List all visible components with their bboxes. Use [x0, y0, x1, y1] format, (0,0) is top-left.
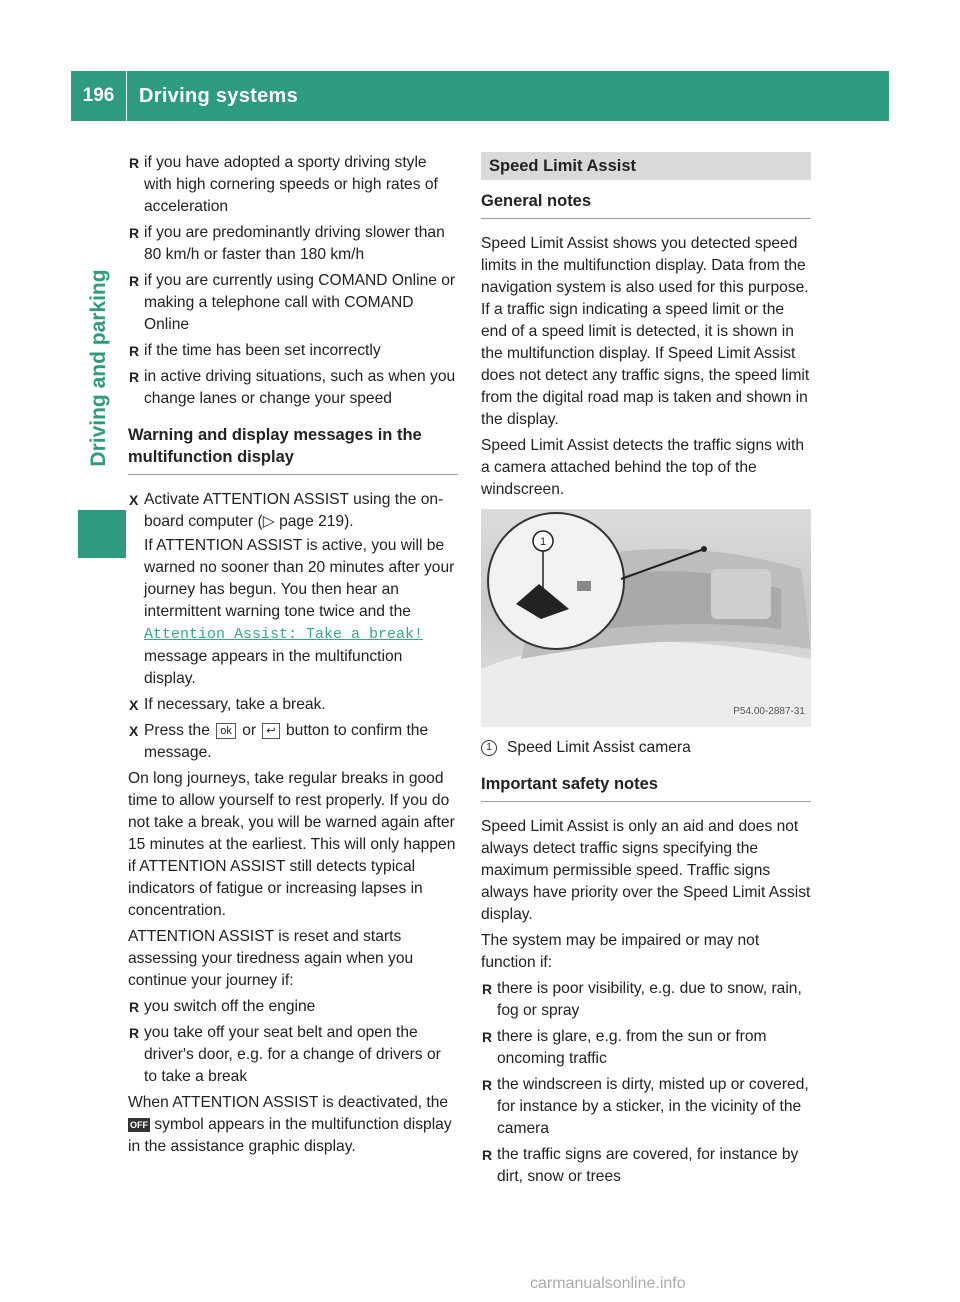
- section-title-speed-limit-assist: Speed Limit Assist: [481, 152, 811, 180]
- page-header: [71, 71, 889, 121]
- section-heading-warning-messages: Warning and display messages in the multifunction display: [128, 424, 458, 475]
- camera-location-figure: [481, 509, 811, 727]
- caption-text: Speed Limit Assist camera: [507, 739, 691, 756]
- subheading-safety-notes: Important safety notes: [481, 773, 811, 802]
- caption-number: 1: [481, 740, 497, 756]
- list-item: R you take off your seat belt and open the driver's door, e.g. for a change of drivers or to take a break: [128, 1022, 458, 1088]
- attention-assist-off-icon: OFF: [130, 1119, 148, 1130]
- display-message: Attention Assist: Take a break!: [144, 626, 424, 643]
- car-interior-illustration: [481, 509, 811, 727]
- paragraph: ATTENTION ASSIST is reset and starts assessing your tiredness again when you continue your journey if:: [128, 928, 414, 989]
- figure-code: P54.00-2887-31: [733, 706, 805, 717]
- instruction-step: [128, 489, 458, 690]
- paragraph: On long journeys, take regular breaks in good time to allow yourself to rest properly. If you do not take a break, you will be warned again after 15 minutes at the earliest. This will only happen if ATTENTION ASSIST still detects typical indicators of fatigue or increasing lapses in concentration.: [128, 770, 456, 919]
- list-item: R if you are predominantly driving slower than 80 km/h or faster than 180 km/h: [128, 222, 458, 266]
- list-item: R if the time has been set incorrectly: [128, 340, 458, 362]
- list-item: R the traffic signs are covered, for instance by dirt, snow or trees: [481, 1144, 811, 1188]
- list-item: R if you are currently using COMAND Online or making a telephone call with COMAND Online: [128, 270, 458, 336]
- step-detail: [144, 535, 458, 690]
- paragraph: Speed Limit Assist detects the traffic signs with a camera attached behind the top of the windscreen.: [481, 437, 804, 498]
- side-chapter-text: Driving and parking: [87, 269, 110, 467]
- step-text: Press the: [144, 722, 210, 739]
- page-number: 196: [82, 85, 115, 106]
- instruction-step: [128, 720, 458, 764]
- list-item: R there is glare, e.g. from the sun or from oncoming traffic: [481, 1026, 811, 1070]
- step-text: X Activate ATTENTION ASSIST using the on-board computer (▷ page 219).: [144, 491, 444, 530]
- step-detail-text: If ATTENTION ASSIST is active, you will be warned no sooner than 20 minutes after your journey has begun. You then hear an intermittent warning tone twice and the: [144, 537, 455, 620]
- chapter-title: Driving systems: [139, 84, 299, 107]
- list-item: R in active driving situations, such as when you change lanes or change your speed: [128, 366, 458, 410]
- ok-button-icon: ok: [216, 723, 236, 739]
- header-divider: [126, 71, 127, 121]
- right-column: [481, 152, 811, 1192]
- watermark: carmanualsonline.info: [530, 1275, 686, 1292]
- list-item: R the windscreen is dirty, misted up or covered, for instance by a sticker, in the vicinity of the camera: [481, 1074, 811, 1140]
- side-chapter-marker: [78, 510, 126, 558]
- list-item: R you switch off the engine: [128, 996, 458, 1018]
- list-item: R there is poor visibility, e.g. due to snow, rain, fog or spray: [481, 978, 811, 1022]
- paragraph-text: When ATTENTION ASSIST is deactivated, the: [128, 1094, 449, 1111]
- list-item: R if you have adopted a sporty driving style with high cornering speeds or high rates of acceleration: [128, 152, 458, 218]
- paragraph: Speed Limit Assist shows you detected speed limits in the multifunction display. Data from the navigation system is also used for this purpose. If a traffic sign indicating a speed limit or the end of a speed limit is detected, it is shown in the multifunction display. If Speed Limit Assist does not detect any traffic signs, the speed limit from the digital road map is taken and shown in the display.: [481, 235, 810, 428]
- paragraph: [128, 1092, 458, 1158]
- step-text: or: [242, 722, 257, 739]
- figure-callout-number: 1: [539, 536, 547, 548]
- back-button-icon: ↩: [262, 723, 279, 739]
- paragraph: The system may be impaired or may not function if:: [481, 932, 760, 971]
- step-text: button to confirm the message.: [144, 722, 429, 761]
- step-detail-text: message appears in the multifunction display.: [144, 648, 403, 687]
- subheading-general-notes: General notes: [481, 190, 811, 219]
- instruction-step: X If necessary, take a break.: [128, 694, 458, 716]
- side-chapter-label: [76, 218, 122, 518]
- left-column: [128, 152, 458, 1162]
- paragraph: Speed Limit Assist is only an aid and does not always detect traffic signs specifying the maximum permissible speed. Traffic signs always have priority over the Speed Limit Assist display.: [481, 818, 811, 923]
- paragraph-text: symbol appears in the multifunction display in the assistance graphic display.: [128, 1116, 452, 1155]
- figure-caption: [481, 737, 811, 759]
